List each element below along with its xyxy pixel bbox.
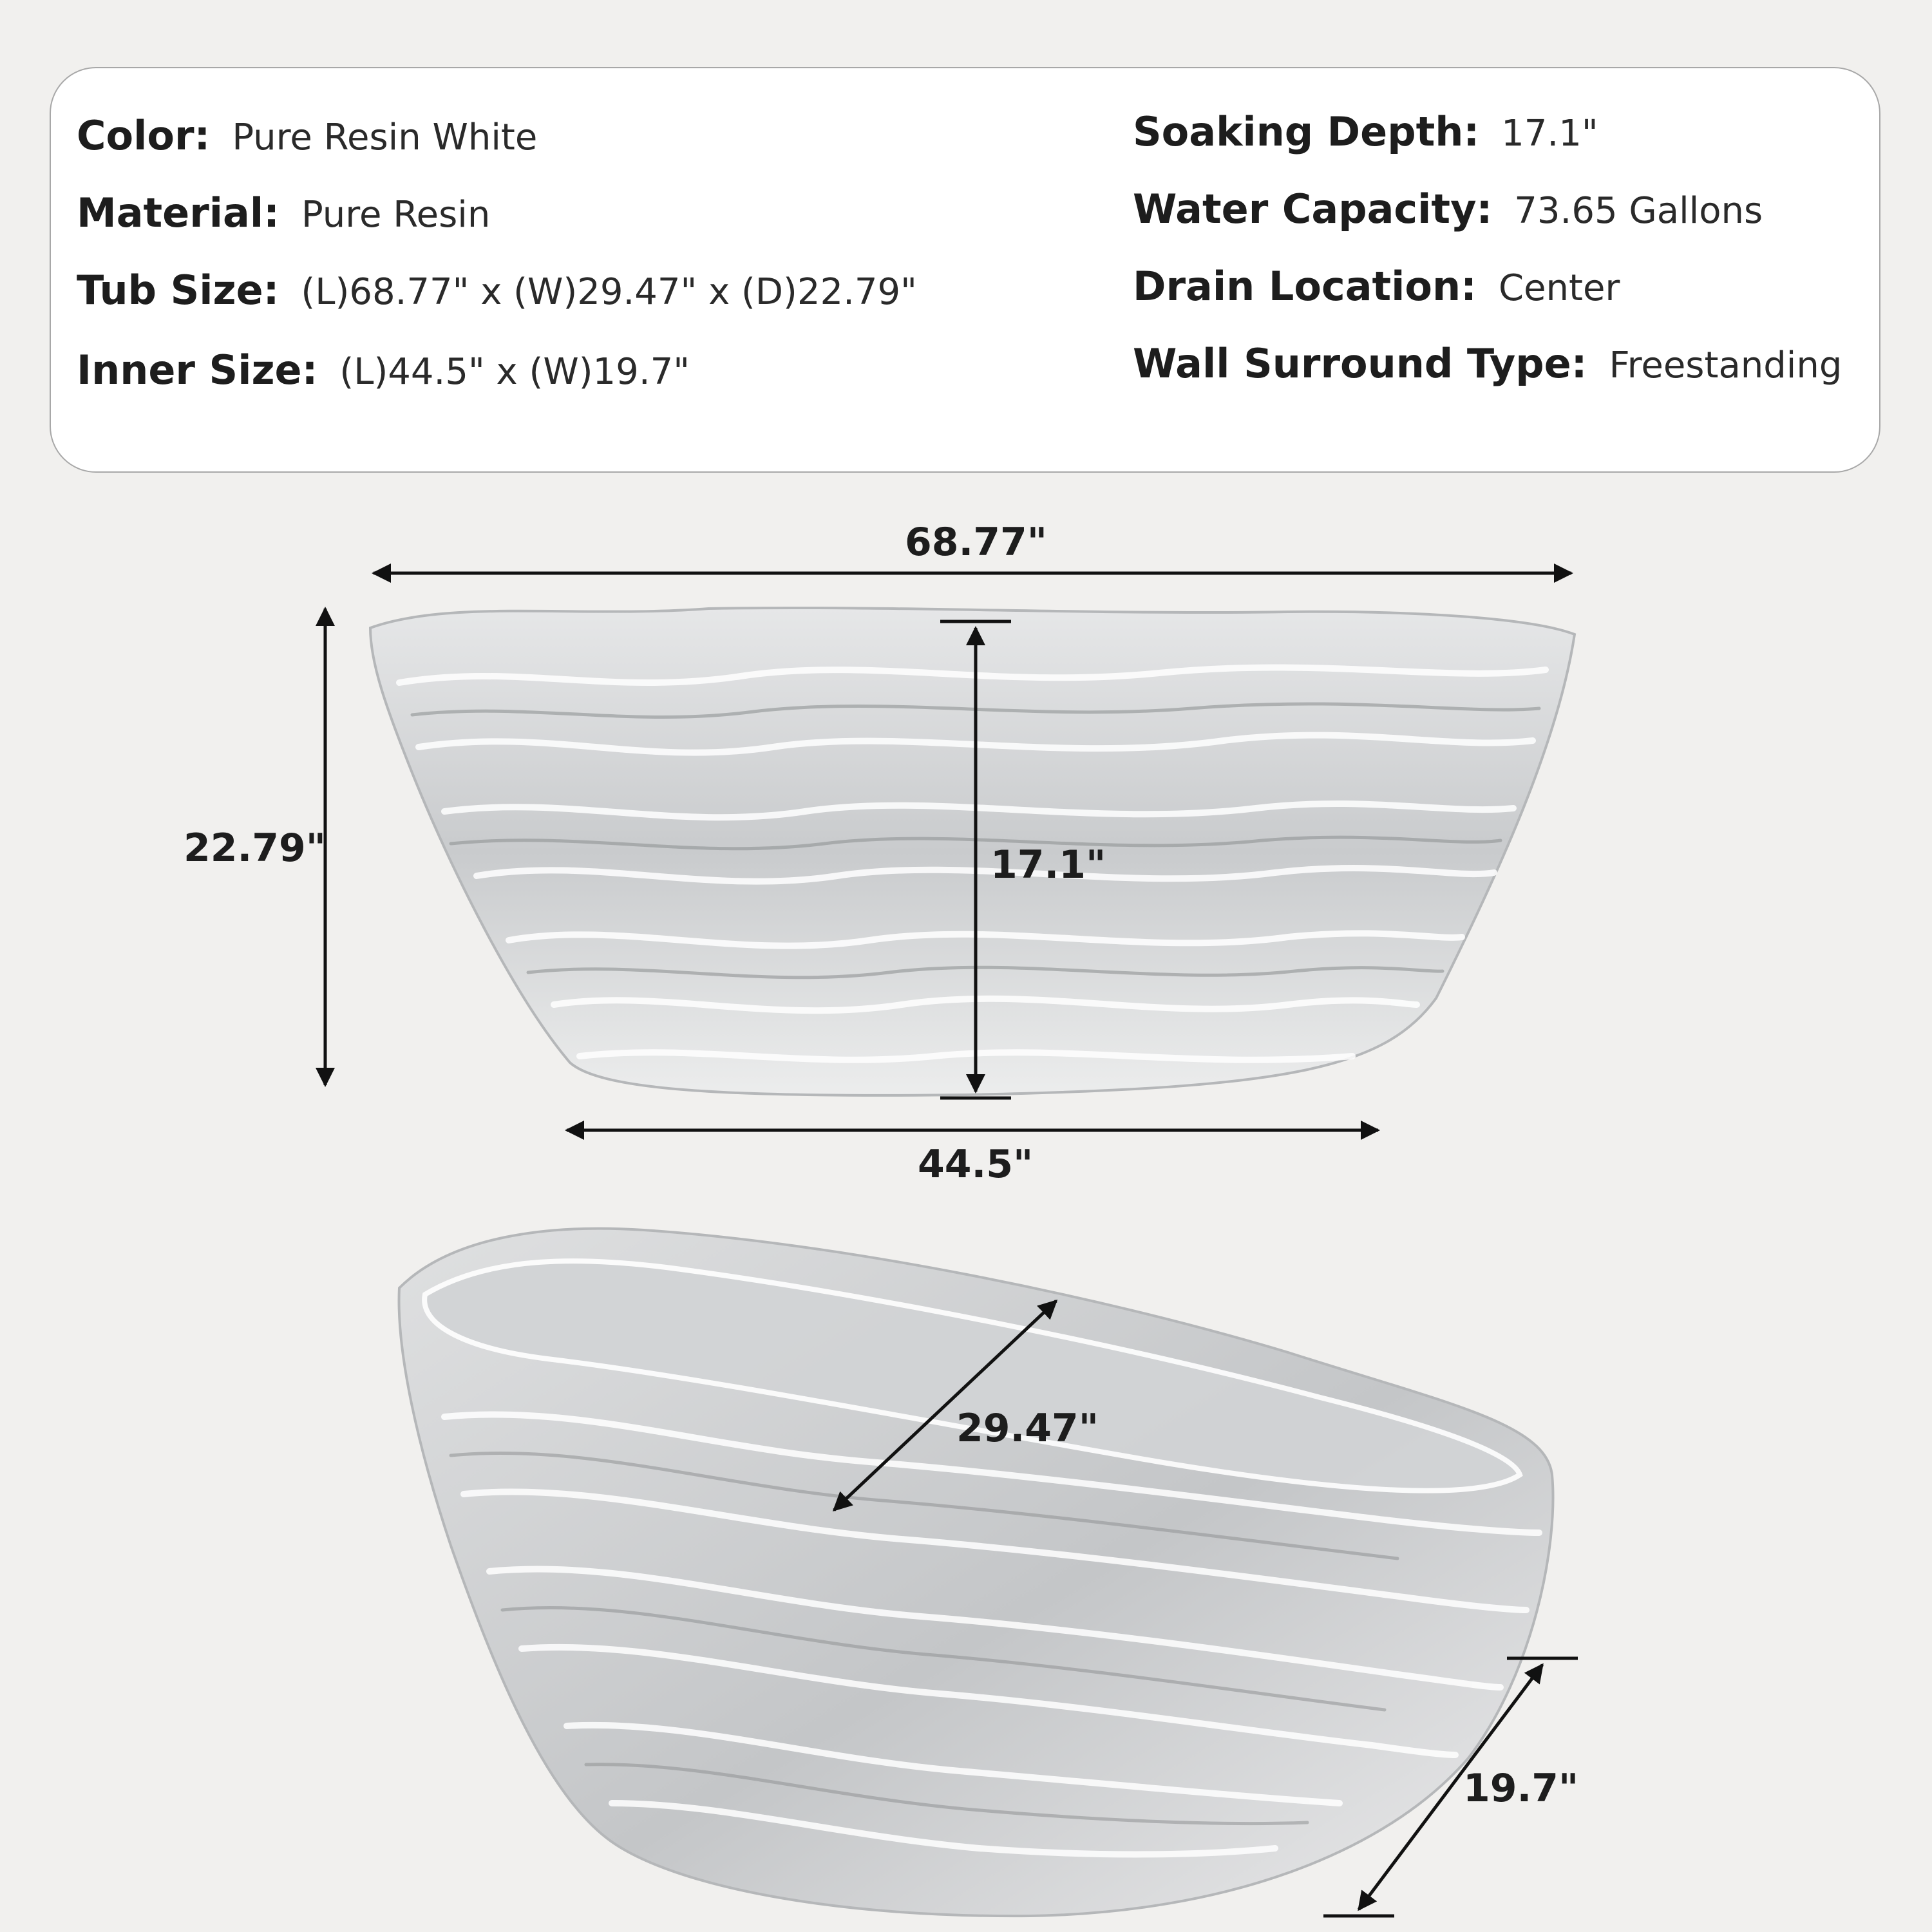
spec-label: Tub Size: [77,267,279,314]
tub-perspective-view [399,1229,1553,1917]
spec-label: Soaking Depth: [1133,108,1480,155]
spec-label: Wall Surround Type: [1133,340,1587,387]
spec-label: Inner Size: [77,346,318,393]
spec-label: Material: [77,189,279,236]
spec-value: Center [1498,267,1620,309]
spec-value: Pure Resin White [232,117,538,158]
label-soaking-depth: 17.1" [990,842,1106,887]
label-overall-width: 29.47" [956,1406,1099,1451]
spec-value: Pure Resin [301,194,491,236]
spec-label: Color: [77,112,211,159]
spec-label: Water Capacity: [1133,185,1493,232]
label-inner-width: 19.7" [1463,1766,1579,1811]
label-inner-length: 44.5" [918,1142,1034,1187]
label-overall-length: 68.77" [905,520,1048,565]
spec-value: 17.1" [1501,113,1598,155]
spec-value: (L)68.77" x (W)29.47" x (D)22.79" [301,271,917,313]
spec-value: 73.65 Gallons [1514,190,1763,232]
spec-label: Drain Location: [1133,263,1477,310]
spec-value: Freestanding [1609,345,1842,386]
label-overall-height: 22.79" [184,826,327,871]
tub-front-view [370,608,1575,1095]
spec-value: (L)44.5" x (W)19.7" [339,351,690,393]
